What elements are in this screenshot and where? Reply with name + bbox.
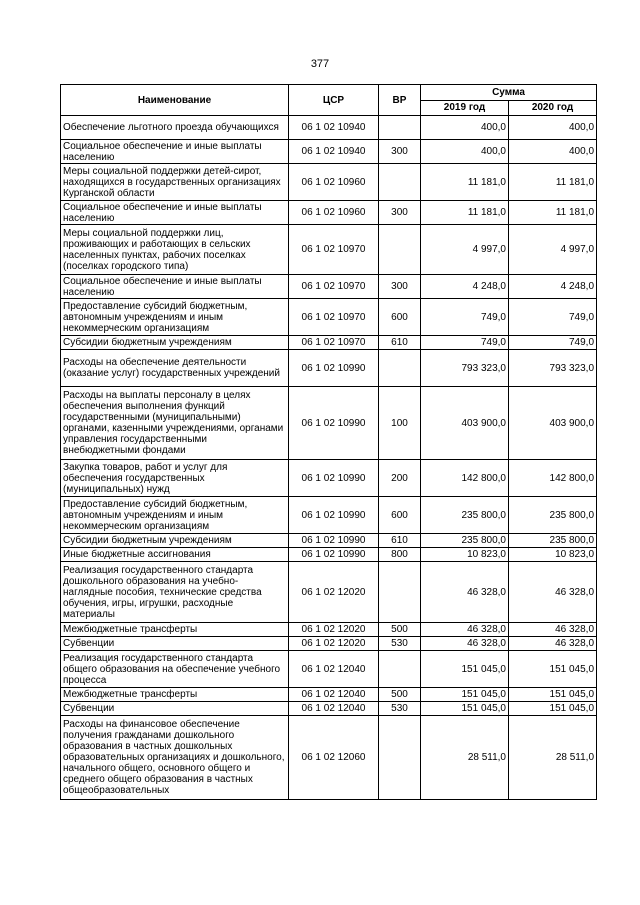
row-name-cell: Межбюджетные трансферты: [61, 688, 289, 702]
row-name-cell: Расходы на финансовое обеспечение получения гражданами дошкольного образования в частных дошкольных образовательных организациях и дошкольного, начального общего, основного общего и среднего общего образования в частных общеобразовательных: [61, 716, 289, 800]
header-year-2019: 2019 год: [421, 100, 509, 116]
budget-table: [60, 84, 597, 800]
row-name-cell: Обеспечение льготного проезда обучающихся: [61, 116, 289, 140]
row-name-cell: Расходы на обеспечение деятельности (оказание услуг) государственных учреждений: [61, 350, 289, 387]
row-vr-cell: 530: [379, 637, 421, 651]
row-csr-cell: 06 1 02 12060: [289, 716, 379, 800]
row-2020-cell: 400,0: [509, 140, 597, 164]
row-2019-cell: 151 045,0: [421, 688, 509, 702]
row-csr-cell: 06 1 02 10990: [289, 548, 379, 562]
row-2020-cell: 46 328,0: [509, 562, 597, 623]
row-vr-cell: [379, 716, 421, 800]
row-csr-cell: 06 1 02 10990: [289, 387, 379, 460]
row-2020-cell: 235 800,0: [509, 534, 597, 548]
table-row: [61, 460, 597, 497]
row-csr-cell: 06 1 02 12020: [289, 623, 379, 637]
row-2019-cell: 403 900,0: [421, 387, 509, 460]
row-2019-cell: 400,0: [421, 116, 509, 140]
row-2019-cell: 10 823,0: [421, 548, 509, 562]
row-vr-cell: [379, 116, 421, 140]
row-csr-cell: 06 1 02 10970: [289, 225, 379, 275]
row-csr-cell: 06 1 02 10990: [289, 497, 379, 534]
row-vr-cell: 200: [379, 460, 421, 497]
row-2019-cell: 749,0: [421, 336, 509, 350]
row-csr-cell: 06 1 02 10970: [289, 299, 379, 336]
row-2020-cell: 151 045,0: [509, 651, 597, 688]
row-vr-cell: 530: [379, 702, 421, 716]
row-name-cell: Расходы на выплаты персоналу в целях обеспечения выполнения функций государственными (муниципальными) органами, казенными учреждениями, органами управления государственными внебюджетными фондами: [61, 387, 289, 460]
row-csr-cell: 06 1 02 12040: [289, 702, 379, 716]
row-csr-cell: 06 1 02 10960: [289, 164, 379, 201]
row-2020-cell: 793 323,0: [509, 350, 597, 387]
table-row: [61, 116, 597, 140]
row-2019-cell: 46 328,0: [421, 562, 509, 623]
row-2020-cell: 46 328,0: [509, 623, 597, 637]
table-row: [61, 225, 597, 275]
table-row: [61, 702, 597, 716]
row-csr-cell: 06 1 02 10970: [289, 336, 379, 350]
row-name-cell: Предоставление субсидий бюджетным, автономным учреждениям и иным некоммерческим организациям: [61, 299, 289, 336]
row-2020-cell: 4 248,0: [509, 275, 597, 299]
table-row: [61, 497, 597, 534]
page-number: 377: [310, 58, 330, 70]
row-csr-cell: 06 1 02 12020: [289, 637, 379, 651]
row-2019-cell: 46 328,0: [421, 623, 509, 637]
row-vr-cell: 600: [379, 497, 421, 534]
table-row: [61, 651, 597, 688]
row-vr-cell: 100: [379, 387, 421, 460]
row-2019-cell: 151 045,0: [421, 702, 509, 716]
row-csr-cell: 06 1 02 10960: [289, 201, 379, 225]
row-vr-cell: 600: [379, 299, 421, 336]
table-body: [61, 116, 597, 800]
row-vr-cell: 300: [379, 140, 421, 164]
row-csr-cell: 06 1 02 10940: [289, 140, 379, 164]
row-vr-cell: [379, 164, 421, 201]
row-name-cell: Меры социальной поддержки детей-сирот, находящихся в государственных организациях Курганской области: [61, 164, 289, 201]
row-csr-cell: 06 1 02 10990: [289, 460, 379, 497]
row-name-cell: Межбюджетные трансферты: [61, 623, 289, 637]
row-name-cell: Социальное обеспечение и иные выплаты населению: [61, 201, 289, 225]
table-row: [61, 387, 597, 460]
header-csr: ЦСР: [289, 85, 379, 116]
row-2019-cell: 793 323,0: [421, 350, 509, 387]
header-name: Наименование: [61, 85, 289, 116]
row-2019-cell: 400,0: [421, 140, 509, 164]
row-2020-cell: 403 900,0: [509, 387, 597, 460]
row-name-cell: Меры социальной поддержки лиц, проживающих и работающих в сельских населенных пунктах, рабочих поселках (поселках городского типа): [61, 225, 289, 275]
table-row: [61, 562, 597, 623]
row-2019-cell: 11 181,0: [421, 201, 509, 225]
row-name-cell: Субвенции: [61, 702, 289, 716]
row-csr-cell: 06 1 02 12020: [289, 562, 379, 623]
table-row: [61, 623, 597, 637]
row-2020-cell: 235 800,0: [509, 497, 597, 534]
table-row: [61, 637, 597, 651]
row-csr-cell: 06 1 02 12040: [289, 688, 379, 702]
row-2020-cell: 10 823,0: [509, 548, 597, 562]
row-csr-cell: 06 1 02 10940: [289, 116, 379, 140]
row-vr-cell: [379, 350, 421, 387]
table-row: [61, 336, 597, 350]
header-sum: Сумма: [421, 85, 597, 101]
row-vr-cell: 500: [379, 623, 421, 637]
row-2020-cell: 749,0: [509, 336, 597, 350]
row-name-cell: Субсидии бюджетным учреждениям: [61, 534, 289, 548]
row-vr-cell: 300: [379, 201, 421, 225]
row-2019-cell: 151 045,0: [421, 651, 509, 688]
row-name-cell: Реализация государственного стандарта дошкольного образования на учебно-наглядные пособия, технические средства обучения, игры, игрушки, расходные материалы: [61, 562, 289, 623]
row-name-cell: Закупка товаров, работ и услуг для обеспечения государственных (муниципальных) нужд: [61, 460, 289, 497]
row-2020-cell: 400,0: [509, 116, 597, 140]
row-2019-cell: 235 800,0: [421, 497, 509, 534]
row-2019-cell: 4 248,0: [421, 275, 509, 299]
table-row: [61, 164, 597, 201]
row-csr-cell: 06 1 02 10990: [289, 534, 379, 548]
row-2020-cell: 46 328,0: [509, 637, 597, 651]
row-2020-cell: 11 181,0: [509, 201, 597, 225]
row-2020-cell: 142 800,0: [509, 460, 597, 497]
row-2019-cell: 11 181,0: [421, 164, 509, 201]
row-vr-cell: [379, 225, 421, 275]
row-vr-cell: 800: [379, 548, 421, 562]
row-name-cell: Субсидии бюджетным учреждениям: [61, 336, 289, 350]
row-2019-cell: 235 800,0: [421, 534, 509, 548]
row-csr-cell: 06 1 02 12040: [289, 651, 379, 688]
row-2019-cell: 46 328,0: [421, 637, 509, 651]
table-header: [61, 85, 597, 116]
row-2019-cell: 142 800,0: [421, 460, 509, 497]
table-row: [61, 350, 597, 387]
row-2019-cell: 749,0: [421, 299, 509, 336]
row-name-cell: Субвенции: [61, 637, 289, 651]
row-name-cell: Реализация государственного стандарта общего образования на обеспечение учебного процесса: [61, 651, 289, 688]
table-row: [61, 534, 597, 548]
row-name-cell: Социальное обеспечение и иные выплаты населению: [61, 140, 289, 164]
row-2020-cell: 749,0: [509, 299, 597, 336]
row-2020-cell: 151 045,0: [509, 688, 597, 702]
table-row: [61, 548, 597, 562]
row-vr-cell: 500: [379, 688, 421, 702]
row-csr-cell: 06 1 02 10970: [289, 275, 379, 299]
table-row: [61, 140, 597, 164]
row-vr-cell: [379, 562, 421, 623]
table-row: [61, 716, 597, 800]
row-2020-cell: 151 045,0: [509, 702, 597, 716]
row-name-cell: Социальное обеспечение и иные выплаты населению: [61, 275, 289, 299]
row-2020-cell: 11 181,0: [509, 164, 597, 201]
table-row: [61, 299, 597, 336]
row-name-cell: Иные бюджетные ассигнования: [61, 548, 289, 562]
row-2020-cell: 28 511,0: [509, 716, 597, 800]
row-csr-cell: 06 1 02 10990: [289, 350, 379, 387]
header-vr: ВР: [379, 85, 421, 116]
table-row: [61, 688, 597, 702]
table-row: [61, 275, 597, 299]
row-vr-cell: 610: [379, 534, 421, 548]
table-row: [61, 201, 597, 225]
row-name-cell: Предоставление субсидий бюджетным, автономным учреждениям и иным некоммерческим организациям: [61, 497, 289, 534]
row-vr-cell: [379, 651, 421, 688]
row-2019-cell: 4 997,0: [421, 225, 509, 275]
row-2019-cell: 28 511,0: [421, 716, 509, 800]
header-year-2020: 2020 год: [509, 100, 597, 116]
row-vr-cell: 610: [379, 336, 421, 350]
row-2020-cell: 4 997,0: [509, 225, 597, 275]
row-vr-cell: 300: [379, 275, 421, 299]
